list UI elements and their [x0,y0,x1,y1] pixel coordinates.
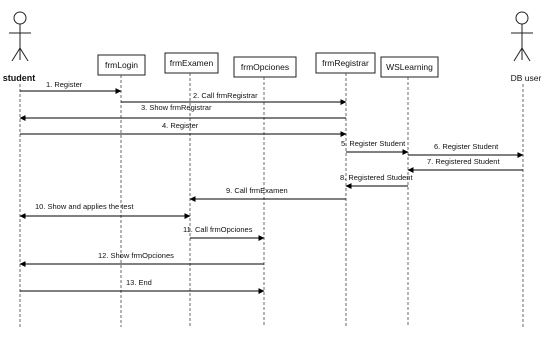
message-3-label: 3. Show frmRegistrar [141,103,212,112]
message-5-label: 5. Register Student [341,139,406,148]
message-2-label: 2. Call frmRegistrar [193,91,258,100]
message-13-label: 13. End [126,278,152,287]
wslearning-label: WSLearning [386,62,433,72]
message-12-label: 12. Show frmOpciones [98,251,174,260]
message-10-label: 10. Show and applies the test [35,202,134,211]
frmopciones-label: frmOpciones [240,62,290,72]
message-6-label: 6. Register Student [434,142,499,151]
message-8-label: 8. Registered Student [340,173,413,182]
frmexamen-label: frmExamen [169,58,214,68]
student-actor [9,12,31,61]
message-9-label: 9. Call frmExamen [226,186,288,195]
message-4-label: 4. Register [162,121,199,130]
message-1-label: 1. Register [46,80,83,89]
frmregistrar-label: frmRegistrar [322,58,369,68]
db-user-actor [511,12,533,61]
frmlogin-label: frmLogin [104,60,139,70]
db-user-actor-label: DB user [510,73,542,83]
message-7-label: 7. Registered Student [427,157,500,166]
student-actor-label: student [2,73,36,83]
message-11-label: 11. Call frmOpciones [183,225,253,234]
